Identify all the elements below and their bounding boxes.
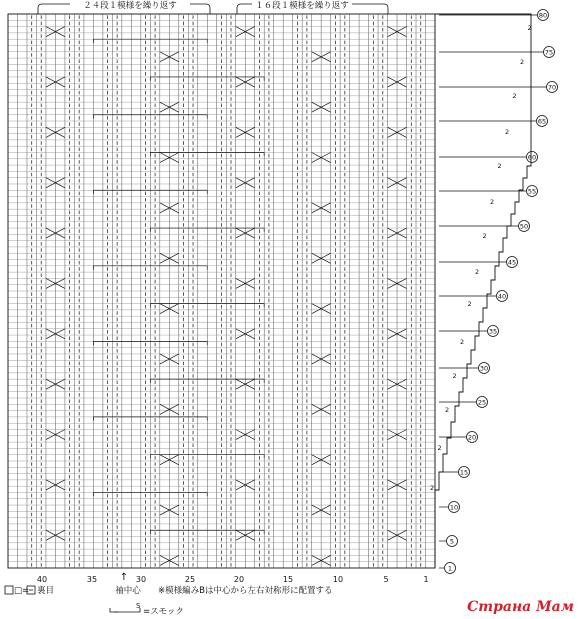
chart-grid <box>8 14 435 568</box>
decrease-mark: 2 <box>520 58 525 66</box>
row-label: 10 <box>449 503 459 512</box>
center-arrow: ↑ <box>119 572 129 583</box>
row-label: 45 <box>507 258 517 267</box>
decrease-mark: 2 <box>452 372 457 380</box>
row-label: 80 <box>538 11 548 20</box>
row-label: 60 <box>527 153 537 162</box>
legend-symbol-eq: □= <box>14 586 30 596</box>
row-label: 50 <box>519 222 529 231</box>
row-label: 15 <box>459 468 469 477</box>
decrease-mark: 2 <box>467 300 472 308</box>
row-label: 5 <box>449 537 455 546</box>
decrease-mark: 2 <box>505 128 510 136</box>
row-label: 70 <box>547 83 557 92</box>
watermark-logo: Страна Мам <box>467 599 574 615</box>
axis-label: 35 <box>86 575 98 584</box>
legend-smock-mark: S <box>136 602 141 610</box>
row-label: 40 <box>497 292 507 301</box>
row-label: 25 <box>477 398 487 407</box>
row-label: 20 <box>467 433 477 442</box>
header-left-label: ２４段１模様を繰り返す <box>83 1 177 11</box>
axis-label: 40 <box>36 575 48 584</box>
row-label: 30 <box>479 364 489 373</box>
row-labels <box>439 10 558 574</box>
decrease-outline <box>430 14 532 568</box>
row-label: 55 <box>527 187 537 196</box>
row-label: 75 <box>544 48 554 57</box>
legend-box-symbol <box>5 586 13 594</box>
legend-purl-label: 裏目 <box>37 586 55 596</box>
row-label: 65 <box>537 117 547 126</box>
row-label: 1 <box>447 564 453 573</box>
axis-label: 25 <box>184 575 196 584</box>
decrease-mark: 2 <box>527 24 532 32</box>
center-label: 袖中心 <box>115 586 141 596</box>
decrease-mark: 2 <box>445 406 450 414</box>
axis-label: 15 <box>282 575 294 584</box>
decrease-mark: 2 <box>497 162 502 170</box>
decrease-mark: 2 <box>490 198 495 206</box>
decrease-mark: 2 <box>460 338 465 346</box>
axis-label: 10 <box>332 575 344 584</box>
legend-note: ※模様編みBは中心から左右対称形に配置する <box>158 586 333 596</box>
decrease-mark: 2 <box>437 444 442 452</box>
decrease-mark: 2 <box>512 92 517 100</box>
row-label: 35 <box>488 327 498 336</box>
header-right-label: １６段１模様を繰り返す <box>255 1 349 11</box>
axis-label: 5 <box>383 575 389 584</box>
legend-smock-label: =スモック <box>143 607 184 617</box>
decrease-mark: 2 <box>430 484 435 492</box>
stitch-axis-labels <box>37 575 429 584</box>
decrease-mark: 2 <box>475 268 480 276</box>
axis-label: 20 <box>233 575 245 584</box>
axis-label: 1 <box>423 575 429 584</box>
decrease-mark: 2 <box>482 232 487 240</box>
axis-label: 30 <box>135 575 147 584</box>
